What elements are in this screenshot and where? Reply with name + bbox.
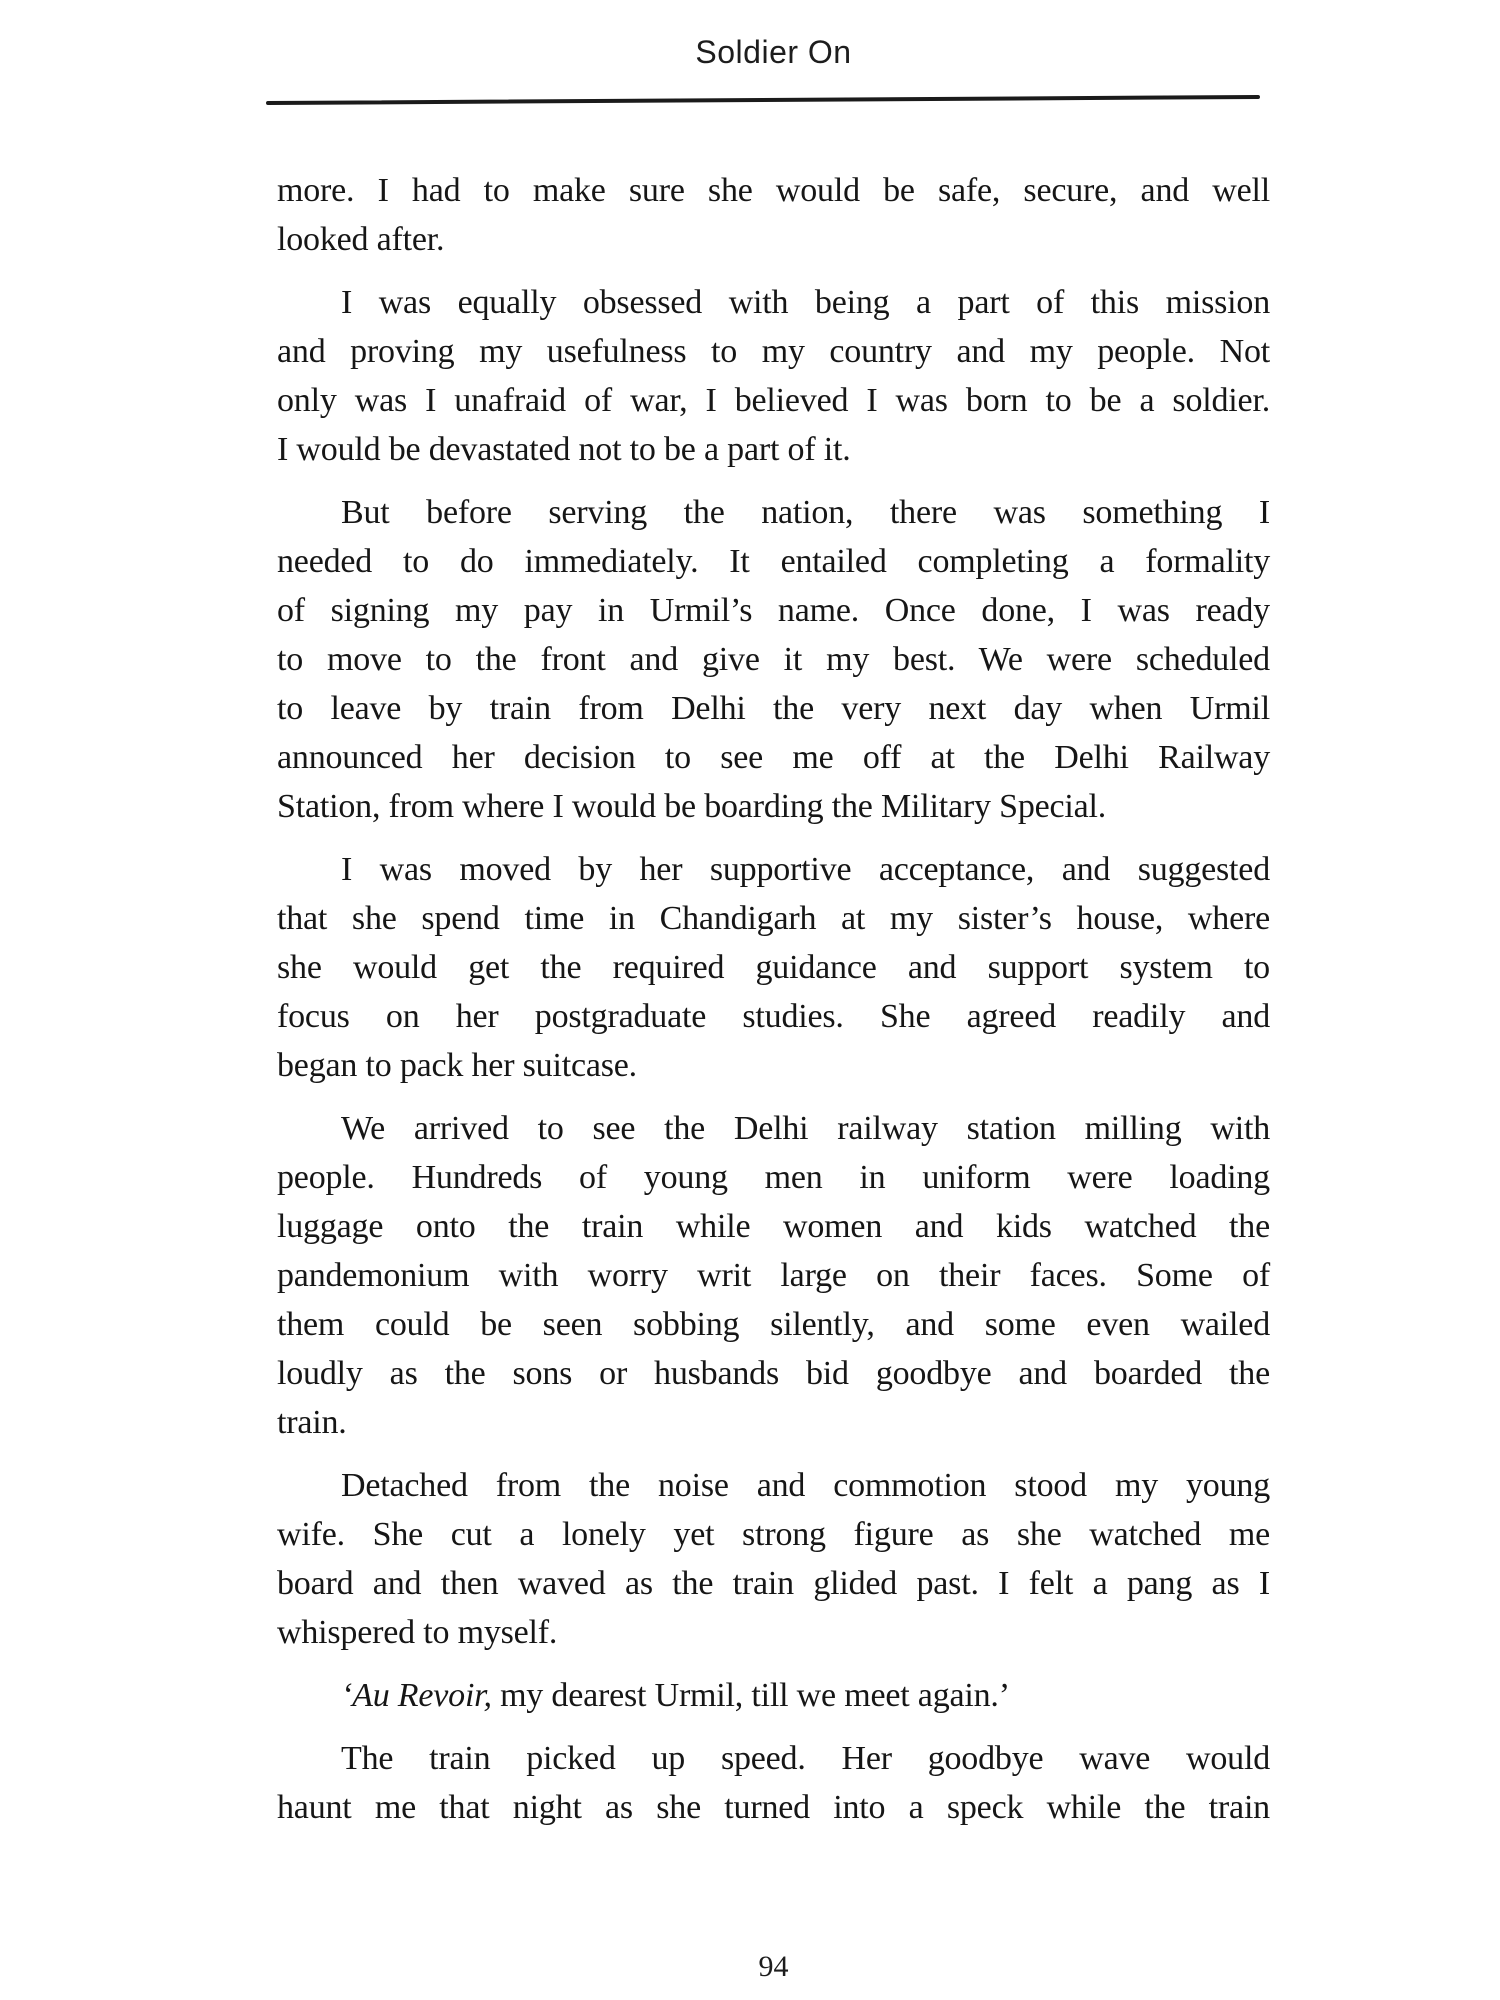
paragraph-line: pandemonium with worry writ large on their faces. Some of — [277, 1257, 1270, 1294]
paragraph-line: luggage onto the train while women and kids watched the — [277, 1208, 1270, 1245]
header-rule-divider — [266, 95, 1260, 105]
page-number: 94 — [758, 1950, 789, 1983]
paragraph-line: wife. She cut a lonely yet strong figure as she watched me — [277, 1516, 1270, 1553]
paragraph-line: The train picked up speed. Her goodbye wave would — [341, 1740, 1270, 1777]
paragraph-line: Station, from where I would be boarding the Military Special. — [277, 788, 1107, 825]
paragraph-line — [277, 1671, 1270, 1720]
paragraph-line: loudly as the sons or husbands bid goodbye and boarded the — [277, 1355, 1270, 1392]
paragraph-line: and proving my usefulness to my country and my people. Not — [277, 333, 1270, 370]
paragraph-line: more. I had to make sure she would be safe, secure, and well — [277, 172, 1270, 209]
paragraph — [277, 1104, 1270, 1447]
paragraph-line: whispered to myself. — [277, 1614, 558, 1651]
paragraph-line: Detached from the noise and commotion stood my young — [341, 1467, 1270, 1504]
paragraph-line: looked after. — [277, 221, 445, 258]
paragraph-line: board and then waved as the train glided past. I felt a pang as I — [277, 1565, 1270, 1602]
paragraph-line: I was equally obsessed with being a part of this mission — [341, 284, 1270, 321]
quote-text: my dearest Urmil, till we meet again.’ — [491, 1677, 1010, 1714]
paragraph-line: I was moved by her supportive acceptance, and suggested — [341, 851, 1270, 888]
paragraph-line: people. Hundreds of young men in uniform were loading — [277, 1159, 1270, 1196]
paragraph-line: focus on her postgraduate studies. She agreed readily and — [277, 998, 1270, 1035]
paragraph-line: We arrived to see the Delhi railway station milling with — [341, 1110, 1270, 1147]
paragraph-line: began to pack her suitcase. — [277, 1047, 637, 1084]
paragraph-line: haunt me that night as she turned into a speck while the train — [277, 1789, 1270, 1826]
paragraph-line: But before serving the nation, there was something I — [341, 494, 1270, 531]
paragraph-line: them could be seen sobbing silently, and some even wailed — [277, 1306, 1270, 1343]
paragraph-line: she would get the required guidance and support system to — [277, 949, 1270, 986]
paragraph — [277, 278, 1270, 474]
body-text — [277, 166, 1270, 1832]
paragraph-line: to move to the front and give it my best. We were scheduled — [277, 641, 1270, 678]
paragraph-line: of signing my pay in Urmil’s name. Once done, I was ready — [277, 592, 1270, 629]
paragraph-line: announced her decision to see me off at the Delhi Railway — [277, 739, 1270, 776]
running-header-title: Soldier On — [695, 34, 852, 70]
paragraph-line: only was I unafraid of war, I believed I was born to be a soldier. — [277, 382, 1270, 419]
paragraph-line: train. — [277, 1404, 347, 1441]
paragraph — [277, 166, 1270, 264]
paragraph-line: needed to do immediately. It entailed completing a formality — [277, 543, 1270, 580]
paragraph — [277, 845, 1270, 1090]
paragraph-line: to leave by train from Delhi the very next day when Urmil — [277, 690, 1270, 727]
paragraph-line: I would be devastated not to be a part of it. — [277, 431, 851, 468]
paragraph — [277, 1461, 1270, 1657]
paragraph-line: that she spend time in Chandigarh at my sister’s house, where — [277, 900, 1270, 937]
paragraph — [277, 1734, 1270, 1832]
italic-phrase: ‘Au Revoir, — [341, 1677, 492, 1714]
paragraph — [277, 1671, 1270, 1720]
paragraph — [277, 488, 1270, 831]
